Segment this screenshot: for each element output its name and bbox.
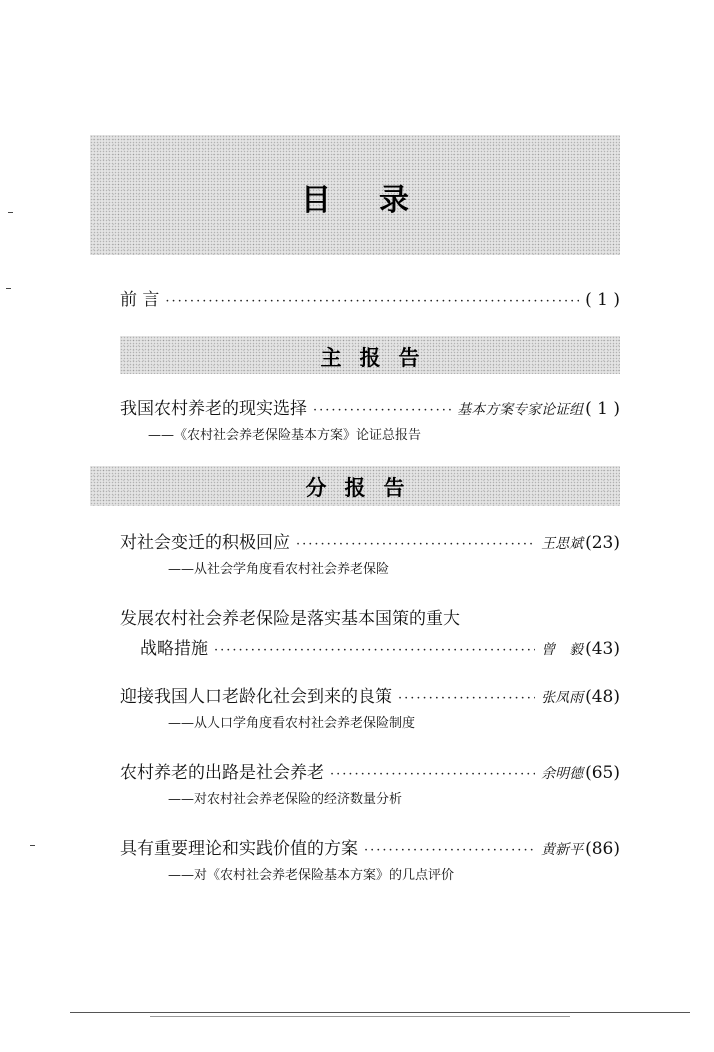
section-title-char: 分 xyxy=(305,476,345,500)
entry-subtitle: ——对农村社会养老保险的经济数量分析 xyxy=(168,792,403,807)
scan-mark xyxy=(6,288,11,289)
entry-author: 余明德 xyxy=(541,766,584,782)
entry-author: 黄新平 xyxy=(541,842,584,858)
section-title-char: 报 xyxy=(359,346,399,370)
toc-entry[interactable] xyxy=(120,608,620,662)
scan-mark xyxy=(8,212,13,213)
toc-title-band xyxy=(90,135,620,255)
entry-author: 张凤雨 xyxy=(541,690,584,706)
entry-page: (65) xyxy=(585,763,620,783)
entry-title: 迎接我国人口老龄化社会到来的良策 xyxy=(120,687,392,707)
entry-author: 曾 毅 xyxy=(541,642,584,658)
toc-entry[interactable] xyxy=(120,532,620,579)
toc-entry-preface[interactable] xyxy=(120,289,620,313)
footer-rule xyxy=(70,1012,690,1013)
toc-entry[interactable] xyxy=(120,762,620,809)
toc-title-char: 录 xyxy=(379,183,457,218)
entry-subtitle: ——从人口学角度看农村社会养老保险制度 xyxy=(168,716,416,731)
dot-leader xyxy=(165,291,579,313)
section-title xyxy=(90,472,620,502)
entry-subtitle: ——对《农村社会养老保险基本方案》的几点评价 xyxy=(168,868,455,883)
section-title-char: 主 xyxy=(320,346,360,370)
entry-title-line2: 战略措施 xyxy=(140,639,208,659)
entry-page: (48) xyxy=(585,687,620,707)
entry-author: 王思斌 xyxy=(541,536,584,552)
entry-page: (23) xyxy=(585,533,620,553)
section-header-sub xyxy=(90,466,620,506)
section-title-char: 告 xyxy=(383,476,423,500)
entry-title: 具有重要理论和实践价值的方案 xyxy=(120,839,358,859)
dot-leader xyxy=(330,764,535,786)
dot-leader xyxy=(296,534,535,556)
entry-page: ( 1 ) xyxy=(585,290,620,310)
entry-page: (86) xyxy=(585,839,620,859)
entry-title: 我国农村养老的现实选择 xyxy=(120,399,307,419)
entry-title: 对社会变迁的积极回应 xyxy=(120,533,290,553)
dot-leader xyxy=(364,840,535,862)
entry-author: 基本方案专家论证组 xyxy=(457,402,584,418)
dot-leader xyxy=(214,640,535,662)
dot-leader xyxy=(398,688,535,710)
section-title-char: 告 xyxy=(398,346,438,370)
entry-page: ( 1 ) xyxy=(585,399,620,419)
entry-title: 前 言 xyxy=(120,290,160,310)
entry-title-line1: 发展农村社会养老保险是落实基本国策的重大 xyxy=(120,609,460,629)
section-title xyxy=(120,342,620,372)
dot-leader xyxy=(313,400,451,422)
entry-subtitle: ——从社会学角度看农村社会养老保险 xyxy=(168,562,390,577)
section-header-main xyxy=(120,336,620,374)
footer-rule xyxy=(150,1016,570,1017)
section-title-char: 报 xyxy=(344,476,384,500)
toc-entry[interactable] xyxy=(120,398,620,445)
toc-title xyxy=(90,175,620,219)
entry-subtitle: ——《农村社会养老保险基本方案》论证总报告 xyxy=(148,428,422,443)
scan-mark xyxy=(30,845,35,846)
entry-page: (43) xyxy=(585,639,620,659)
toc-entry[interactable] xyxy=(120,686,620,733)
toc-entry[interactable] xyxy=(120,838,620,885)
entry-title: 农村养老的出路是社会养老 xyxy=(120,763,324,783)
toc-title-char: 目 xyxy=(301,183,379,218)
